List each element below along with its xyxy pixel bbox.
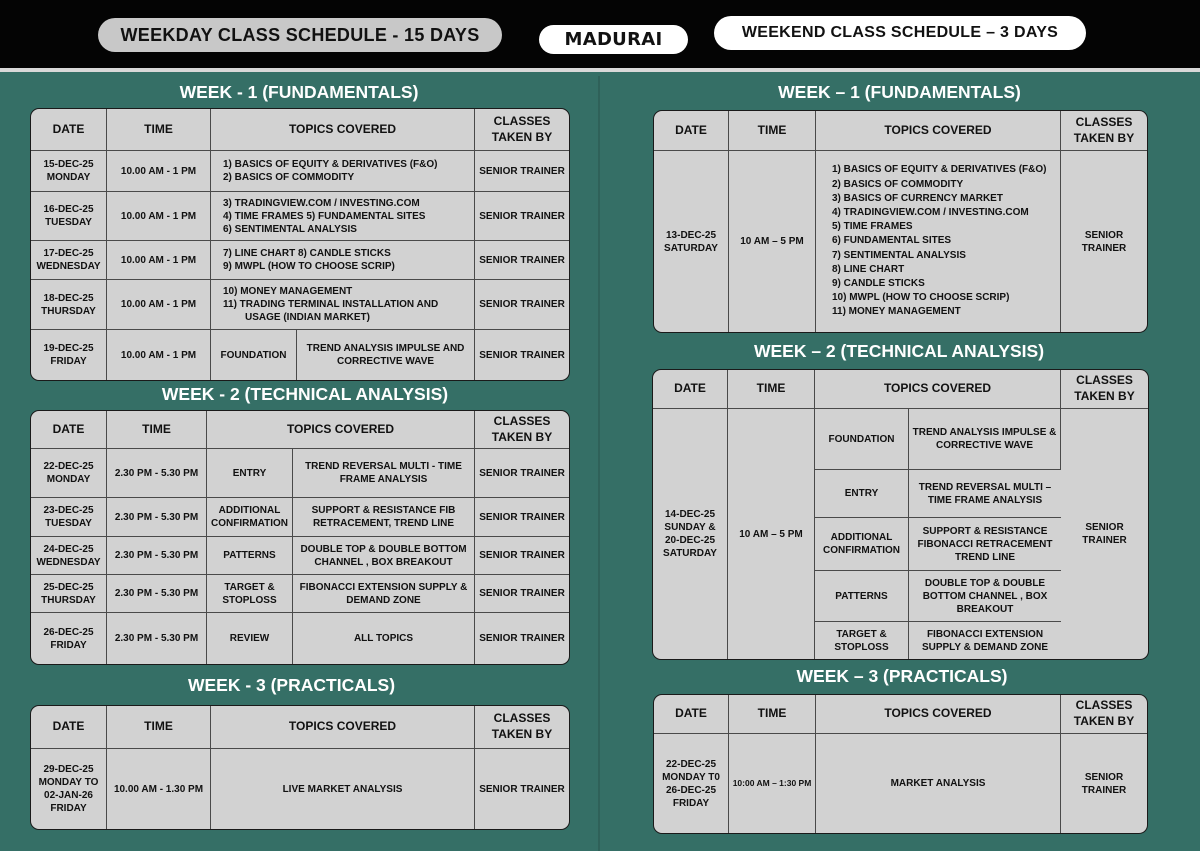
time-cell: 10:00 AM – 1:30 PM (729, 734, 816, 833)
table-header-row (654, 695, 1147, 734)
detail-cell: SUPPORT & RESISTANCE FIBONACCI RETRACEMENT TREND LINE (909, 518, 1061, 571)
trainer-cell: SENIOR TRAINER (479, 633, 565, 644)
column-divider (598, 76, 600, 851)
weekend-week1-table (653, 110, 1148, 333)
table-row (31, 537, 569, 575)
date-cell: 16-DEC-25 TUESDAY (31, 192, 107, 241)
table-row (31, 192, 569, 241)
topic-cell: ADDITIONAL CONFIRMATION (815, 518, 909, 571)
topic-cell: FOUNDATION (211, 330, 297, 380)
topic-cell: PATTERNS (815, 571, 909, 622)
weekend-week3-heading: WEEK – 3 (PRACTICALS) (796, 666, 1008, 686)
detail-cell: ALL TOPICS (293, 613, 475, 664)
detail-cell: DOUBLE TOP & DOUBLE BOTTOM CHANNEL , BOX BREAKOUT (909, 571, 1061, 622)
trainer-cell: SENIOR TRAINER (1082, 522, 1127, 546)
topic-cell: FOUNDATION (815, 409, 909, 470)
header-time: TIME (107, 411, 207, 449)
weekend-week1-heading: WEEK – 1 (FUNDAMENTALS) (778, 82, 1021, 102)
header-date: DATE (653, 370, 728, 409)
topics-cell: LIVE MARKET ANALYSIS (211, 749, 475, 829)
top-banner (0, 0, 1200, 72)
table-row (31, 449, 569, 498)
date-cell: 18-DEC-25 THURSDAY (31, 280, 107, 330)
trainer-cell: SENIOR TRAINER (1081, 771, 1127, 796)
detail-cell: SUPPORT & RESISTANCE FIB RETRACEMENT, TREND LINE (293, 498, 475, 537)
weekend-week2-heading: WEEK – 2 (TECHNICAL ANALYSIS) (753, 341, 1045, 361)
date-cell: 22-DEC-25 MONDAY T0 26-DEC-25 FRIDAY (654, 734, 729, 833)
trainer-cell: SENIOR TRAINER (479, 783, 565, 795)
date-cell: 29-DEC-25 MONDAY TO 02-JAN-26 FRIDAY (31, 749, 107, 829)
date-cell: 17-DEC-25 WEDNESDAY (31, 241, 107, 280)
header-topics: TOPICS COVERED (816, 111, 1061, 151)
header-topics: TOPICS COVERED (815, 370, 1061, 409)
trainer-cell: SENIOR TRAINER (479, 349, 565, 361)
table-row (31, 151, 569, 192)
table-row (654, 151, 1147, 332)
date-cell: 23-DEC-25 TUESDAY (31, 498, 107, 537)
topics-cell: 3) TRADINGVIEW.COM / INVESTING.COM 4) TIME FRAMES 5) FUNDAMENTAL SITES 6) SENTIMENTAL ANALYSIS (211, 192, 475, 241)
topic-cell: TARGET & STOPLOSS (207, 575, 293, 613)
header-time: TIME (729, 111, 816, 151)
time-cell: 2.30 PM - 5.30 PM (107, 575, 207, 613)
weekday-week3-heading: WEEK - 3 (PRACTICALS) (187, 675, 396, 695)
trainer-cell: SENIOR TRAINER (475, 151, 569, 192)
table-row (653, 409, 1148, 470)
table-row (31, 280, 569, 330)
header-topics: TOPICS COVERED (207, 411, 475, 449)
trainer-cell: SENIOR TRAINER (475, 575, 569, 613)
header-date: DATE (654, 695, 729, 734)
header-time: TIME (728, 370, 815, 409)
date-cell: 15-DEC-25 MONDAY (31, 151, 107, 192)
header-classes-by: CLASSES TAKEN BY (475, 109, 569, 151)
topics-cell: 7) LINE CHART 8) CANDLE STICKS 9) MWPL (HOW TO CHOOSE SCRIP) (211, 241, 475, 280)
topic-cell: ADDITIONAL CONFIRMATION (207, 498, 293, 537)
topics-cell: 10) MONEY MANAGEMENT 11) TRADING TERMINAL INSTALLATION AND USAGE (INDIAN MARKET) (211, 280, 475, 330)
weekend-schedule-title: WEEKEND CLASS SCHEDULE – 3 DAYS (714, 16, 1086, 50)
topic-cell: REVIEW (207, 613, 293, 664)
header-date: DATE (31, 411, 107, 449)
trainer-cell: SENIOR TRAINER (475, 241, 569, 280)
detail-cell: FIBONACCI EXTENSION SUPPLY & DEMAND ZONE (921, 628, 1049, 653)
header-topics: TOPICS COVERED (816, 695, 1061, 734)
topics-cell: 1) BASICS OF EQUITY & DERIVATIVES (F&O) 2) BASICS OF COMMODITY 3) BASICS OF CURRENCY MARKET 4) TRADINGVIEW.COM / INVESTING.COM 5) TIME FRAMES 6) FUNDAMENTAL SITES 7) SENTIMENTAL ANALYSIS 8) LINE CHART 9) CANDLE STICKS 10) MWPL (HOW TO CHOOSE SCRIP) 11) MONEY MANAGEMENT (816, 151, 1061, 332)
detail-cell: TREND REVERSAL MULTI - TIME FRAME ANALYSIS (293, 449, 475, 498)
weekend-week2-table (652, 369, 1149, 660)
date-cell: 13-DEC-25 SATURDAY (654, 151, 729, 332)
detail-cell: TREND ANALYSIS IMPULSE AND CORRECTIVE WAVE (297, 330, 475, 380)
table-header-row (31, 706, 569, 749)
trainer-cell: SENIOR TRAINER (1081, 229, 1127, 254)
detail-cell: DOUBLE TOP & DOUBLE BOTTOM CHANNEL , BOX BREAKOUT (293, 537, 475, 575)
trainer-cell: SENIOR TRAINER (475, 498, 569, 537)
header-classes-by: CLASSES TAKEN BY (475, 411, 569, 449)
weekday-schedule-title: WEEKDAY CLASS SCHEDULE - 15 DAYS (98, 18, 502, 52)
header-date: DATE (31, 109, 107, 151)
date-cell: 26-DEC-25 FRIDAY (31, 613, 107, 664)
topic-cell: ENTRY (207, 449, 293, 498)
topic-cell: ENTRY (815, 470, 909, 518)
header-classes-by: CLASSES TAKEN BY (1061, 111, 1147, 151)
time-cell: 10 AM – 5 PM (728, 409, 815, 659)
time-cell: 10.00 AM - 1 PM (107, 192, 211, 241)
header-classes-by: CLASSES TAKEN BY (475, 706, 569, 749)
time-cell: 2.30 PM - 5.30 PM (107, 613, 207, 664)
table-header-row (31, 109, 569, 151)
header-date: DATE (31, 706, 107, 749)
table-row (31, 613, 569, 664)
time-cell: 10.00 AM - 1.30 PM (107, 749, 211, 829)
time-cell: 2.30 PM - 5.30 PM (107, 537, 207, 575)
date-cell: 24-DEC-25 WEDNESDAY (31, 537, 107, 575)
table-row (31, 498, 569, 537)
time-cell: 10.00 AM - 1 PM (107, 151, 211, 192)
time-cell: 2.30 PM - 5.30 PM (107, 449, 207, 498)
header-topics: TOPICS COVERED (211, 109, 475, 151)
topics-cell: MARKET ANALYSIS (816, 734, 1061, 833)
trainer-cell: SENIOR TRAINER (475, 449, 569, 498)
table-header-row (653, 370, 1148, 409)
header-time: TIME (107, 706, 211, 749)
topic-cell: PATTERNS (207, 537, 293, 575)
table-row (31, 241, 569, 280)
time-cell: 10.00 AM - 1 PM (107, 330, 211, 380)
table-row (31, 749, 569, 829)
detail-cell: TREND REVERSAL MULTI – TIME FRAME ANALYSIS (909, 470, 1061, 518)
header-date: DATE (654, 111, 729, 151)
trainer-cell: SENIOR TRAINER (475, 192, 569, 241)
weekday-week1-table (30, 108, 570, 381)
table-header-row (654, 111, 1147, 151)
header-time: TIME (729, 695, 816, 734)
table-row (31, 330, 569, 380)
detail-cell: FIBONACCI EXTENSION SUPPLY & DEMAND ZONE (293, 575, 475, 613)
time-cell: 10.00 AM - 1 PM (107, 280, 211, 330)
time-cell: 10.00 AM - 1 PM (107, 241, 211, 280)
date-cell: 22-DEC-25 MONDAY (31, 449, 107, 498)
trainer-cell: SENIOR TRAINER (475, 537, 569, 575)
table-row (654, 734, 1147, 833)
weekend-week3-table (653, 694, 1148, 834)
header-classes-by: CLASSES TAKEN BY (1061, 370, 1148, 409)
table-row (31, 575, 569, 613)
date-cell: 25-DEC-25 THURSDAY (31, 575, 107, 613)
date-cell: 19-DEC-25 FRIDAY (31, 330, 107, 380)
weekday-week3-table (30, 705, 570, 830)
time-cell: 10 AM – 5 PM (729, 151, 816, 332)
date-cell: 14-DEC-25 SUNDAY & 20-DEC-25 SATURDAY (653, 409, 728, 659)
topics-cell: 1) BASICS OF EQUITY & DERIVATIVES (F&O) 2) BASICS OF COMMODITY (211, 151, 475, 192)
header-time: TIME (107, 109, 211, 151)
weekday-week2-table (30, 410, 570, 665)
topic-cell: TARGET & STOPLOSS (815, 622, 909, 659)
city-label: MADURAI (539, 25, 688, 54)
trainer-cell: SENIOR TRAINER (475, 280, 569, 330)
header-topics: TOPICS COVERED (211, 706, 475, 749)
weekday-week1-heading: WEEK - 1 (FUNDAMENTALS) (179, 82, 419, 102)
header-classes-by: CLASSES TAKEN BY (1061, 695, 1147, 734)
detail-cell: TREND ANALYSIS IMPULSE & CORRECTIVE WAVE (909, 409, 1061, 470)
weekday-week2-heading: WEEK - 2 (TECHNICAL ANALYSIS) (161, 384, 449, 404)
time-cell: 2.30 PM - 5.30 PM (107, 498, 207, 537)
table-header-row (31, 411, 569, 449)
